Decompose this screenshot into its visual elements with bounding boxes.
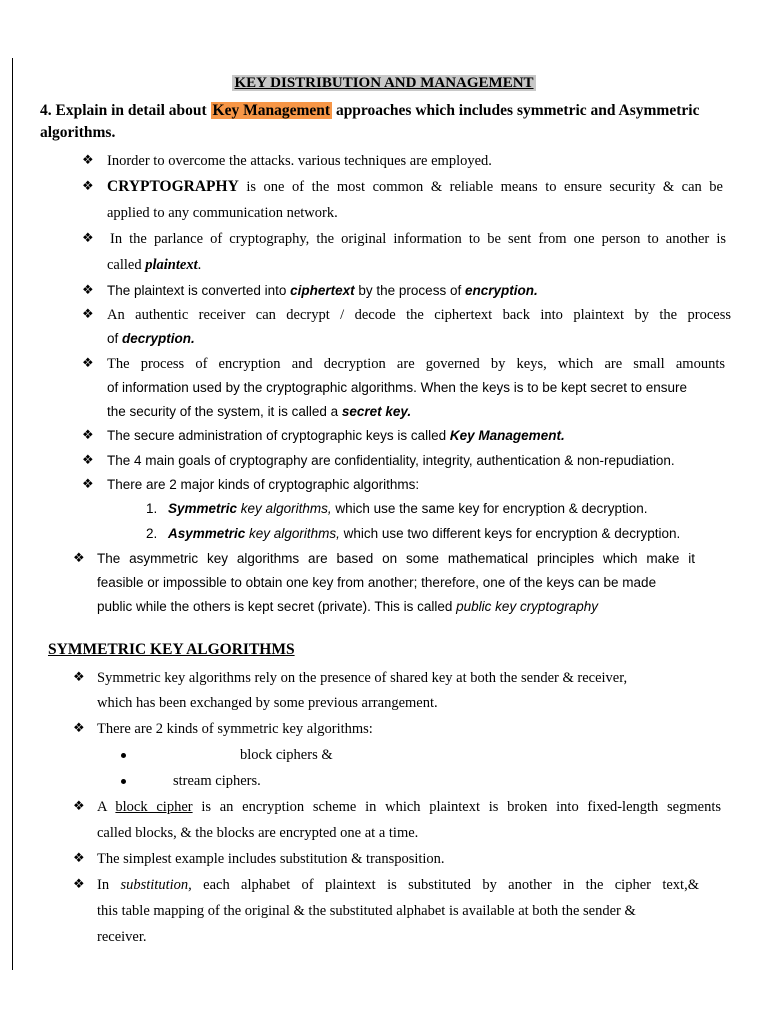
bullet-text: Symmetric key algorithms rely on the presence of shared key at both the sender & receiver, (97, 670, 628, 686)
diamond-bullet-icon: ❖ (82, 453, 94, 468)
diamond-bullet-icon: ❖ (82, 428, 94, 443)
bullet-text: of decryption. (107, 331, 195, 346)
bullet-text: CRYPTOGRAPHY is one of the most common & reliable means to ensure security & can be (107, 178, 723, 195)
bullet-text: A block cipher is an encryption scheme in which plaintext is broken into fixed-length segments (97, 799, 721, 815)
page-title: KEY DISTRIBUTION AND MANAGEMENT (234, 75, 534, 91)
diamond-bullet-icon: ❖ (82, 283, 94, 298)
bullet-text: receiver. (97, 929, 147, 945)
bullet-text: the security of the system, it is called a secret key. (107, 404, 412, 419)
bullet-text: called blocks, & the blocks are encrypted one at a time. (97, 825, 419, 841)
bullet-text: The 4 main goals of cryptography are confidentiality, integrity, authentication & non-repudiation. (107, 453, 675, 468)
page-left-border (12, 58, 13, 970)
diamond-bullet-icon: ❖ (73, 670, 85, 685)
bullet-text: There are 2 kinds of symmetric key algorithms: (97, 721, 373, 737)
highlighted-term: Key Management (212, 102, 331, 119)
bullet-text: Inorder to overcome the attacks. various techniques are employed. (107, 153, 492, 169)
bullet-text: public while the others is kept secret (private). This is called public key cryptography (97, 599, 598, 614)
diamond-bullet-icon: ❖ (82, 307, 94, 322)
round-bullet-icon (121, 753, 126, 758)
bullet-text: In substitution, each alphabet of plaintext is substituted by another in the cipher text,& (97, 877, 699, 893)
diamond-bullet-icon: ❖ (73, 551, 85, 566)
numbered-item-marker: 1. (146, 501, 158, 516)
diamond-bullet-icon: ❖ (82, 356, 94, 371)
numbered-item-marker: 2. (146, 526, 158, 541)
bullet-text: this table mapping of the original & the substituted alphabet is available at both the sender & (97, 903, 636, 919)
diamond-bullet-icon: ❖ (73, 851, 85, 866)
bullet-text: The plaintext is converted into ciphertext by the process of encryption. (107, 283, 538, 298)
question-heading: 4. Explain in detail about Key Management approaches which includes symmetric and Asymmetric algorithms. (40, 102, 700, 141)
bullet-text: which has been exchanged by some previous arrangement. (97, 695, 438, 711)
bullet-text: An authentic receiver can decrypt / decode the ciphertext back into plaintext by the process (107, 307, 731, 323)
numbered-item-text: Asymmetric key algorithms, which use two different keys for encryption & decryption. (168, 526, 681, 541)
diamond-bullet-icon: ❖ (73, 877, 85, 892)
bullet-text: The asymmetric key algorithms are based on some mathematical principles which make it (97, 551, 695, 566)
bullet-text: There are 2 major kinds of cryptographic algorithms: (107, 477, 420, 492)
bullet-text: The simplest example includes substitution & transposition. (97, 851, 445, 867)
diamond-bullet-icon: ❖ (73, 721, 85, 736)
round-bullet-icon (121, 779, 126, 784)
diamond-bullet-icon: ❖ (82, 179, 94, 194)
diamond-bullet-icon: ❖ (73, 799, 85, 814)
bullet-text: called plaintext. (107, 257, 202, 273)
bullet-text: feasible or impossible to obtain one key from another; therefore, one of the keys can be made (97, 575, 657, 590)
bullet-text: applied to any communication network. (107, 205, 338, 221)
bullet-text: The process of encryption and decryption are governed by keys, which are small amounts (107, 356, 725, 372)
section-heading: SYMMETRIC KEY ALGORITHMS (48, 641, 295, 658)
numbered-item-text: Symmetric key algorithms, which use the same key for encryption & decryption. (168, 501, 648, 516)
diamond-bullet-icon: ❖ (82, 477, 94, 492)
bullet-text: of information used by the cryptographic algorithms. When the keys is to be kept secret to ensure (107, 380, 688, 395)
block-cipher-term: block cipher (115, 799, 193, 815)
diamond-bullet-icon: ❖ (82, 153, 94, 168)
sub-item-text: stream ciphers. (173, 773, 261, 789)
sub-item-text: block ciphers & (240, 747, 333, 763)
bullet-text: In the parlance of cryptography, the original information to be sent from one person to another is (110, 231, 726, 247)
diamond-bullet-icon: ❖ (82, 231, 94, 246)
bullet-text: The secure administration of cryptographic keys is called Key Management. (107, 428, 565, 443)
